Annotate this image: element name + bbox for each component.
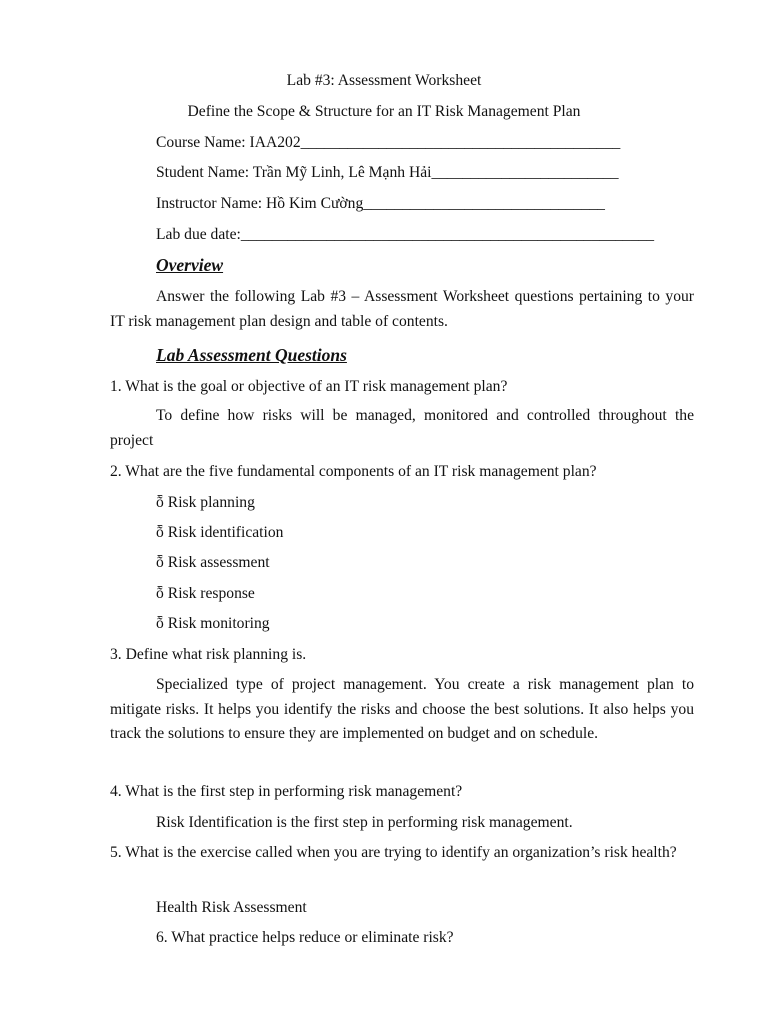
question-5: 5. What is the exercise called when you are trying to identify an organization’s risk health? (110, 844, 677, 861)
bullet-icon: ȭ (156, 494, 164, 511)
course-name-field: Course Name: IAA202_________________________________________ (156, 134, 621, 151)
answer-3: Specialized type of project management. You create a risk management plan to mitigate risks. It helps you identify the risks and choose the best solutions. It also helps you track the solutions to ensure they are implemented on budget and on schedule. (110, 676, 694, 742)
question-1: 1. What is the goal or objective of an IT risk management plan? (110, 378, 508, 395)
instructor-name-field: Instructor Name: Hồ Kim Cường_______________________________ (156, 195, 605, 212)
question-6: 6. What practice helps reduce or eliminate risk? (156, 929, 454, 946)
list-item (156, 614, 270, 634)
list-item (156, 523, 283, 543)
list-item (156, 493, 255, 513)
bullet-icon: ȭ (156, 524, 164, 541)
list-item-label: Risk response (167, 585, 255, 602)
list-item-label: Risk assessment (167, 554, 270, 571)
document-title: Lab #3: Assessment Worksheet (286, 72, 482, 89)
student-name-field: Student Name: Trần Mỹ Linh, Lê Mạnh Hải________________________ (156, 164, 619, 181)
list-item (156, 584, 255, 604)
questions-heading: Lab Assessment Questions (156, 345, 347, 365)
answer-4: Risk Identification is the first step in performing risk management. (156, 814, 573, 831)
answer-5: Health Risk Assessment (156, 899, 307, 916)
question-3: 3. Define what risk planning is. (110, 646, 307, 663)
overview-heading: Overview (156, 255, 224, 275)
overview-text: Answer the following Lab #3 – Assessment Worksheet questions pertaining to your IT risk management plan design and table of contents. (110, 288, 694, 330)
bullet-icon: ȭ (156, 554, 164, 571)
document-subtitle: Define the Scope & Structure for an IT Risk Management Plan (187, 103, 581, 120)
list-item-label: Risk monitoring (167, 615, 270, 632)
question-4: 4. What is the first step in performing risk management? (110, 783, 463, 800)
list-item-label: Risk identification (167, 524, 284, 541)
answer-1: To define how risks will be managed, monitored and controlled throughout the project (110, 407, 694, 449)
question-2: 2. What are the five fundamental components of an IT risk management plan? (110, 463, 597, 480)
bullet-icon: ȭ (156, 585, 164, 602)
lab-due-date-field: Lab due date:_____________________________________________________ (156, 226, 655, 243)
bullet-icon: ȭ (156, 615, 164, 632)
list-item-label: Risk planning (167, 494, 255, 511)
list-item (156, 553, 270, 573)
